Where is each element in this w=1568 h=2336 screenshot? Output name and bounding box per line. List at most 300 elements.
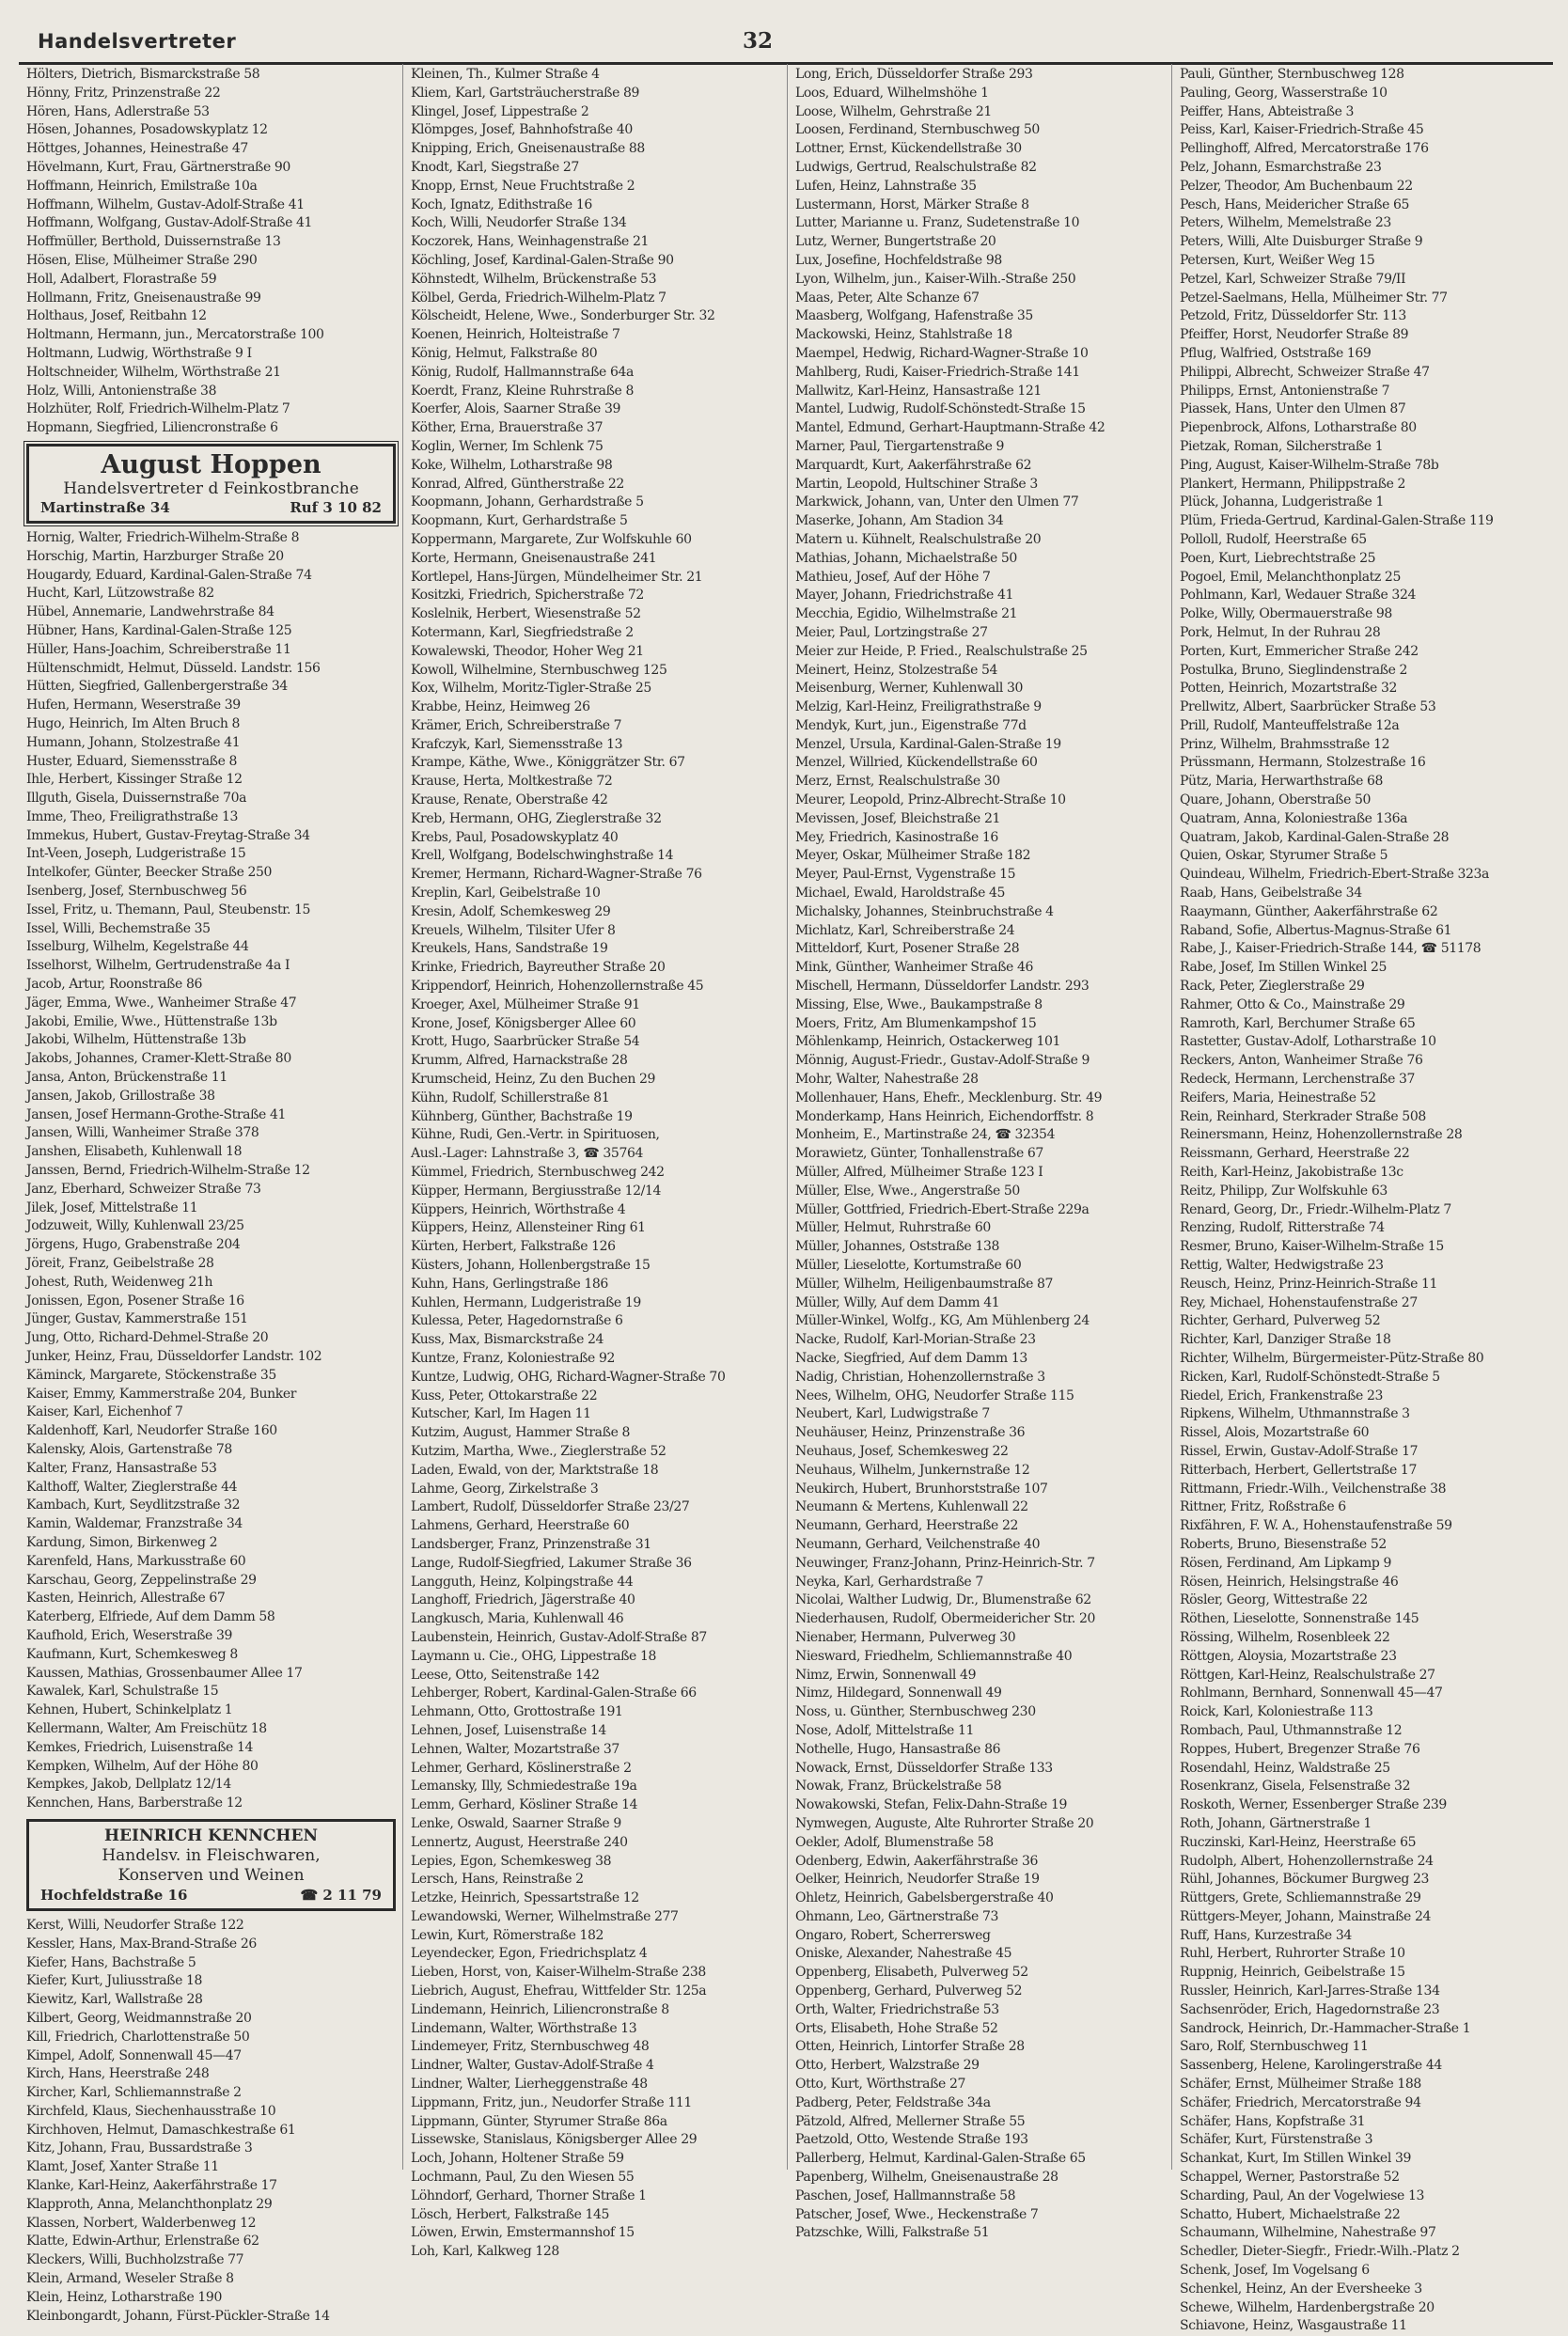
directory-entry: Krebs, Paul, Posadowskyplatz 40 [411,829,619,845]
directory-entry: Holl, Adalbert, Florastraße 59 [26,271,217,287]
directory-entry: Lippmann, Günter, Styrumer Straße 86a [411,2113,667,2129]
directory-entry: Morawietz, Günter, Tonhallenstraße 67 [795,1146,1043,1162]
directory-entry: Krumm, Alfred, Harnackstraße 28 [411,1053,628,1069]
directory-entry: Lösch, Herbert, Falkstraße 145 [411,2206,610,2222]
directory-entry: Kehnen, Hubert, Schinkelplatz 1 [26,1702,233,1718]
ad-heinrich-kennchen [26,1819,396,1911]
directory-entry: Ludwigs, Gertrud, Realschulstraße 82 [795,159,1037,175]
directory-entry: Noss, u. Günther, Sternbuschweg 230 [795,1704,1036,1720]
directory-entry: Hoffmann, Heinrich, Emilstraße 10a [26,178,258,194]
directory-entry: Jung, Otto, Richard-Dehmel-Straße 20 [26,1330,269,1346]
directory-entry: Petzold, Fritz, Düsseldorfer Str. 113 [1180,308,1406,324]
directory-entry: Rittner, Fritz, Roßstraße 6 [1180,1499,1346,1515]
directory-entry: Müller, Willy, Auf dem Damm 41 [795,1294,1000,1310]
directory-entry: Nacke, Siegfried, Auf dem Damm 13 [795,1350,1027,1366]
directory-entry: Ruczinski, Karl-Heinz, Heerstraße 65 [1180,1834,1417,1850]
directory-entry: Mathias, Johann, Michaelstraße 50 [795,550,1017,566]
directory-entry: Philipps, Ernst, Antonienstraße 7 [1180,383,1390,399]
directory-entry: Petzel, Karl, Schweizer Straße 79/II [1180,271,1406,287]
directory-entry: Küsters, Johann, Hollenbergstraße 15 [411,1258,651,1273]
directory-entry: Humann, Johann, Stolzestraße 41 [26,734,241,750]
directory-entry: Kemkes, Friedrich, Luisenstraße 14 [26,1739,253,1755]
directory-entry: Kaiser, Emmy, Kammerstraße 204, Bunker [26,1386,297,1402]
directory-entry: Kroeger, Axel, Mülheimer Straße 91 [411,996,640,1012]
directory-entry: Kaldenhoff, Karl, Neudorfer Straße 160 [26,1423,277,1439]
directory-entry: Jakobs, Johannes, Cramer-Klett-Straße 80 [26,1051,291,1067]
directory-entry: Lewin, Kurt, Römerstraße 182 [411,1927,604,1943]
directory-entry: Hören, Hans, Adlerstraße 53 [26,103,210,119]
directory-entry: Röttgen, Aloysia, Mozartstraße 23 [1180,1648,1397,1664]
directory-entry: Ruppnig, Heinrich, Geibelstraße 15 [1180,1965,1405,1981]
directory-entry: Müller, Wilhelm, Heiligenbaumstraße 87 [795,1276,1054,1292]
directory-entry: Michlatz, Karl, Schreiberstraße 24 [795,922,1015,938]
directory-entry: Prüssmann, Hermann, Stolzestraße 16 [1180,755,1426,771]
directory-entry: Jansa, Anton, Brückenstraße 11 [26,1070,227,1086]
directory-entry: Hölters, Dietrich, Bismarckstraße 58 [26,67,260,82]
directory-entry: Jakobi, Wilhelm, Hüttenstraße 13b [26,1032,246,1048]
directory-entry: Rack, Peter, Zieglerstraße 29 [1180,979,1365,995]
directory-entry: Kulessa, Peter, Hagedornstraße 6 [411,1313,623,1329]
directory-entry: Ruhl, Herbert, Ruhrorter Straße 10 [1180,1946,1405,1962]
directory-entry: Lissewske, Stanislaus, Königsberger Allee 29 [411,2132,698,2148]
directory-entry: Langkusch, Maria, Kuhlenwall 46 [411,1611,624,1627]
directory-entry: Otto, Herbert, Walzstraße 29 [795,2058,980,2074]
directory-entry: Rey, Michael, Hohenstaufenstraße 27 [1180,1294,1418,1310]
directory-entry: Lutter, Marianne u. Franz, Sudetenstraße 10 [795,215,1080,231]
directory-entry: Meisenburg, Werner, Kuhlenwall 30 [795,681,1024,697]
directory-entry: Horschig, Martin, Harzburger Straße 20 [26,548,284,564]
directory-entry: Schaumann, Wilhelmine, Nahestraße 97 [1180,2225,1436,2241]
directory-entry: Markwick, Johann, van, Unter den Ulmen 77 [795,494,1079,510]
directory-entry: Löwen, Erwin, Emstermannshof 15 [411,2225,635,2241]
directory-entry: Saro, Rolf, Sternbuschweg 11 [1180,2039,1369,2055]
directory-entry: Rühl, Johannes, Böckumer Burgweg 23 [1180,1872,1429,1888]
directory-entry: Reissmann, Gerhard, Heerstraße 22 [1180,1146,1410,1162]
directory-entry: Pflug, Walfried, Oststraße 169 [1180,345,1372,361]
directory-entry: Müller-Winkel, Wolfg., KG, Am Mühlenberg 24 [795,1313,1090,1329]
directory-entry: Riedel, Erich, Frankenstraße 23 [1180,1387,1383,1403]
directory-entry: Jünger, Gustav, Kammerstraße 151 [26,1311,248,1327]
directory-entry: Kortlepel, Hans-Jürgen, Mündelheimer Str. 21 [411,569,703,585]
directory-entry: Laymann u. Cie., OHG, Lippestraße 18 [411,1648,657,1664]
directory-entry: Krafczyk, Karl, Siemensstraße 13 [411,736,623,752]
directory-entry: Lindner, Walter, Lierheggenstraße 48 [411,2077,648,2093]
directory-entry: Marner, Paul, Tiergartenstraße 9 [795,438,1005,454]
directory-entry: Neuhäuser, Heinz, Prinzenstraße 36 [795,1425,1026,1441]
directory-entry: Otto, Kurt, Wörthstraße 27 [795,2077,965,2093]
directory-entry: Pohlmann, Karl, Wedauer Straße 324 [1180,588,1416,604]
directory-entry: Peters, Willi, Alte Duisburger Straße 9 [1180,234,1423,250]
directory-entry: Raab, Hans, Geibelstraße 34 [1180,886,1362,901]
directory-entry: Klein, Armand, Weseler Straße 8 [26,2271,234,2287]
directory-entry: Röthen, Lieselotte, Sonnenstraße 145 [1180,1611,1419,1627]
directory-entry: Kaufhold, Erich, Weserstraße 39 [26,1627,232,1643]
directory-entry: Plück, Johanna, Ludgeristraße 1 [1180,494,1384,510]
ad-name: HEINRICH KENNCHEN [103,1826,318,1845]
directory-entry: Konrad, Alfred, Güntherstraße 22 [411,476,624,492]
directory-entry: Peters, Wilhelm, Memelstraße 23 [1180,215,1391,231]
directory-entry: Loosen, Ferdinand, Sternbuschweg 50 [795,122,1040,138]
column-3 [788,64,1172,2241]
directory-entry: Kotermann, Karl, Siegfriedstraße 2 [411,624,634,640]
directory-entry: Hübel, Annemarie, Landwehrstraße 84 [26,604,274,620]
directory-entry: Maempel, Hedwig, Richard-Wagner-Straße 10 [795,345,1089,361]
directory-entry: Kalensky, Alois, Gartenstraße 78 [26,1441,232,1457]
directory-entry: Kilbert, Georg, Weidmannstraße 20 [26,2010,252,2026]
directory-entry: Kreb, Hermann, OHG, Zieglerstraße 32 [411,810,662,826]
directory-entry: Holzhüter, Rolf, Friedrich-Wilhelm-Platz 7 [26,401,290,417]
directory-entry: Piepenbrock, Alfons, Lotharstraße 80 [1180,420,1417,436]
directory-entry: Müller, Else, Wwe., Angerstraße 50 [795,1183,1020,1199]
directory-entry: Kutzim, Martha, Wwe., Zieglerstraße 52 [411,1443,666,1459]
directory-entry: Höttges, Johannes, Heinestraße 47 [26,141,248,157]
directory-entry: Quatram, Jakob, Kardinal-Galen-Straße 28 [1180,829,1450,845]
directory-entry: Hütten, Siegfried, Gallenbergerstraße 34 [26,679,288,695]
directory-entry: Reifers, Maria, Heinestraße 52 [1180,1090,1376,1105]
directory-entry: Raband, Sofie, Albertus-Magnus-Straße 61 [1180,922,1452,938]
directory-entry: Pelzer, Theodor, Am Buchenbaum 22 [1180,178,1413,194]
directory-entry: Melzig, Karl-Heinz, Freiligrathstraße 9 [795,699,1042,715]
directory-entry: Reckers, Anton, Wanheimer Straße 76 [1180,1053,1423,1069]
directory-entry: Krippendorf, Heinrich, Hohenzollernstraße 45 [411,979,704,995]
directory-entry: Rittmann, Friedr.-Wilh., Veilchenstraße 38 [1180,1481,1447,1497]
directory-entry: Kositzki, Friedrich, Spicherstraße 72 [411,588,644,604]
directory-entry: Rixfähren, F. W. A., Hohenstaufenstraße 59 [1180,1518,1452,1534]
directory-entry: Rösler, Georg, Wittestraße 22 [1180,1592,1368,1608]
directory-entry: Kawalek, Karl, Schulstraße 15 [26,1684,219,1700]
directory-columns [19,64,1557,2334]
directory-entry: Mackowski, Heinz, Stahlstraße 18 [795,327,1012,343]
directory-entry: Jansen, Josef Hermann-Grothe-Straße 41 [26,1106,286,1122]
directory-entry: Kiefer, Hans, Bachstraße 5 [26,1954,196,1970]
directory-entry: Kreukels, Hans, Sandstraße 19 [411,941,608,957]
entries-block [26,66,398,438]
directory-entry: Lemm, Gerhard, Kösliner Straße 14 [411,1797,638,1813]
directory-entry: Schäfer, Hans, Kopfstraße 31 [1180,2113,1366,2129]
ad-line: Handelsv. in Fleischwaren, [102,1845,321,1865]
column-4 [1172,64,1557,2334]
directory-entry: Kitz, Johann, Frau, Bussardstraße 3 [26,2140,253,2156]
directory-entry: Rissel, Alois, Mozartstraße 60 [1180,1425,1370,1441]
directory-entry: Hollmann, Fritz, Gneisenaustraße 99 [26,290,261,306]
directory-entry: Roskoth, Werner, Essenberger Straße 239 [1180,1797,1447,1813]
directory-entry: Pietzak, Roman, Silcherstraße 1 [1180,438,1384,454]
directory-entry: Pauli, Günther, Sternbuschweg 128 [1180,67,1404,82]
ad-name: August Hoppen [101,449,321,479]
directory-entry: Monheim, E., Martinstraße 24, ☎ 32354 [795,1127,1056,1143]
directory-entry: Klömpges, Josef, Bahnhofstraße 40 [411,122,633,138]
directory-entry: Intelkofer, Günter, Beecker Straße 250 [26,865,273,881]
directory-entry: Immekus, Hubert, Gustav-Freytag-Straße 34 [26,827,310,843]
directory-entry: Koopmann, Kurt, Gerhardstraße 5 [411,513,628,529]
directory-entry: Rösen, Ferdinand, Am Lipkamp 9 [1180,1555,1391,1571]
directory-entry: Kircher, Karl, Schliemannstraße 2 [26,2085,242,2101]
directory-entry: Roberts, Bruno, Biesenstraße 52 [1180,1536,1387,1552]
directory-entry: Koerdt, Franz, Kleine Ruhrstraße 8 [411,383,634,399]
directory-entry: Ongaro, Robert, Scherrersweg [795,1927,991,1943]
directory-entry: Lyon, Wilhelm, jun., Kaiser-Wilh.-Straße 250 [795,271,1076,287]
directory-entry: Kuntze, Franz, Koloniestraße 92 [411,1350,615,1366]
directory-entry: Sassenberg, Helene, Karolingerstraße 44 [1180,2058,1442,2074]
directory-entry: Rabe, J., Kaiser-Friedrich-Straße 144, ☎ 51178 [1180,941,1482,957]
directory-entry: Kresin, Adolf, Schemkesweg 29 [411,903,611,919]
directory-entry: Löhndorf, Gerhard, Thorner Straße 1 [411,2187,647,2203]
directory-entry: Lehberger, Robert, Kardinal-Galen-Straße 66 [411,1685,697,1701]
directory-entry: Schiavone, Heinz, Wasgaustraße 11 [1180,2318,1407,2334]
directory-entry: Paschen, Josef, Hallmannstraße 58 [795,2187,1016,2203]
directory-entry: Rössing, Wilhelm, Rosenbleek 22 [1180,1629,1390,1645]
directory-entry: Jodzuweit, Willy, Kuhlenwall 23/25 [26,1218,244,1234]
directory-entry: Kennchen, Hans, Barberstraße 12 [26,1795,243,1811]
directory-entry: Rösen, Heinrich, Helsingstraße 46 [1180,1574,1399,1590]
directory-entry: Lindner, Walter, Gustav-Adolf-Straße 4 [411,2058,654,2074]
directory-entry: Imme, Theo, Freiligrathstraße 13 [26,808,238,824]
directory-entry: Krumscheid, Heinz, Zu den Buchen 29 [411,1072,656,1088]
directory-entry: Kirchhoven, Helmut, Damaschkestraße 61 [26,2122,296,2138]
directory-entry: Lahmens, Gerhard, Heerstraße 60 [411,1518,630,1534]
directory-entry: Quien, Oskar, Styrumer Straße 5 [1180,848,1388,864]
directory-entry: Junker, Heinz, Frau, Düsseldorfer Landstr. 102 [26,1349,322,1364]
directory-entry: Schenk, Josef, Im Vogelsang 6 [1180,2263,1370,2279]
directory-entry: Rosenkranz, Gisela, Felsenstraße 32 [1180,1779,1411,1795]
directory-entry: Meyer, Oskar, Mülheimer Straße 182 [795,848,1031,864]
directory-entry: Rüttgers-Meyer, Johann, Mainstraße 24 [1180,1908,1431,1924]
directory-entry: Loos, Eduard, Wilhelmshöhe 1 [795,85,989,101]
directory-entry: Kasten, Heinrich, Allestraße 67 [26,1591,226,1607]
directory-entry: Roth, Johann, Gärtnerstraße 1 [1180,1815,1372,1831]
directory-entry: Ohletz, Heinrich, Gabelsbergerstraße 40 [795,1890,1054,1906]
directory-entry: Renard, Georg, Dr., Friedr.-Wilhelm-Platz 7 [1180,1201,1451,1217]
directory-entry: Martin, Leopold, Hultschiner Straße 3 [795,476,1038,492]
directory-entry: Reith, Karl-Heinz, Jakobistraße 13c [1180,1165,1403,1181]
directory-entry: Sandrock, Heinrich, Dr.-Hammacher-Straße 1 [1180,2020,1471,2036]
directory-entry: Liebrich, August, Ehefrau, Wittfelder Str. 125a [411,1983,707,1999]
directory-entry: Quatram, Anna, Koloniestraße 136a [1180,810,1408,826]
directory-entry: Quare, Johann, Oberstraße 50 [1180,792,1372,808]
directory-entry: Prill, Rudolf, Manteuffelstraße 12a [1180,717,1400,733]
directory-entry: Long, Erich, Düsseldorfer Straße 293 [795,67,1033,82]
directory-entry: Mollenhauer, Hans, Ehefr., Mecklenburg. Str. 49 [795,1090,1103,1105]
directory-entry: Loh, Karl, Kalkweg 128 [411,2244,559,2260]
directory-entry: Krone, Josef, Königsberger Allee 60 [411,1015,636,1031]
directory-entry: Mischell, Hermann, Düsseldorfer Landstr. 293 [795,979,1090,995]
directory-entry: Ihle, Herbert, Kissinger Straße 12 [26,772,243,788]
directory-entry: Janz, Eberhard, Schweizer Straße 73 [26,1181,261,1197]
directory-entry: Otten, Heinrich, Lintorfer Straße 28 [795,2039,1025,2055]
directory-entry: Koppermann, Margarete, Zur Wolfskuhle 60 [411,531,692,547]
directory-entry: Nimz, Hildegard, Sonnenwall 49 [795,1685,1002,1701]
directory-entry: Papenberg, Wilhelm, Gneisenaustraße 28 [795,2170,1058,2186]
directory-entry: Letzke, Heinrich, Spessartstraße 12 [411,1890,639,1906]
directory-entry: Rudolph, Albert, Hohenzollernstraße 24 [1180,1853,1434,1869]
directory-entry: Koglin, Werner, Im Schlenk 75 [411,438,604,454]
directory-entry: Jonissen, Egon, Posener Straße 16 [26,1293,244,1309]
directory-entry: Mahlberg, Rudi, Kaiser-Friedrich-Straße 141 [795,364,1080,380]
directory-entry: Knipping, Erich, Gneisenaustraße 88 [411,141,645,157]
directory-entry: Schappel, Werner, Pastorstraße 52 [1180,2170,1400,2186]
directory-entry: Ping, August, Kaiser-Wilhelm-Straße 78b [1180,457,1439,473]
directory-entry: Schäfer, Kurt, Fürstenstraße 3 [1180,2132,1373,2148]
directory-entry: Krell, Wolfgang, Bodelschwinghstraße 14 [411,848,674,864]
entries-block [26,529,398,1813]
directory-entry: Kox, Wilhelm, Moritz-Tigler-Straße 25 [411,681,651,697]
directory-entry: Lufen, Heinz, Lahnstraße 35 [795,178,977,194]
directory-entry: Kardung, Simon, Birkenweg 2 [26,1534,218,1550]
directory-entry: Michalsky, Johannes, Steinbruchstraße 4 [795,903,1054,919]
directory-entry: Meier zur Heide, P. Fried., Realschulstraße 25 [795,643,1088,659]
directory-entry: Klein, Heinz, Lotharstraße 190 [26,2289,222,2305]
directory-entry: König, Helmut, Falkstraße 80 [411,345,598,361]
directory-entry: Kuhlen, Hermann, Ludgeristraße 19 [411,1294,641,1310]
directory-entry: Schedler, Dieter-Siegfr., Friedr.-Wilh.-Platz 2 [1180,2244,1460,2260]
directory-entry: Jansen, Jakob, Grillostraße 38 [26,1088,215,1104]
directory-entry: Nose, Adolf, Mittelstraße 11 [795,1722,974,1738]
directory-entry: Karschau, Georg, Zeppelinstraße 29 [26,1572,257,1588]
directory-entry: Klingel, Josef, Lippestraße 2 [411,103,589,119]
ad-contact [35,498,387,517]
directory-entry: Rein, Reinhard, Sterkrader Straße 508 [1180,1108,1426,1124]
directory-entry: Neumann, Gerhard, Veilchenstraße 40 [795,1536,1041,1552]
directory-entry: Scharding, Paul, An der Vogelwiese 13 [1180,2187,1424,2203]
directory-entry: Krott, Hugo, Saarbrücker Straße 54 [411,1034,640,1050]
directory-entry: Huster, Eduard, Siemensstraße 8 [26,753,238,769]
directory-entry: Monderkamp, Hans Heinrich, Eichendorffstr. 8 [795,1108,1094,1124]
directory-entry: Kirch, Hans, Heerstraße 248 [26,2066,210,2082]
directory-entry: Kimpel, Adolf, Sonnenwall 45—47 [26,2047,242,2063]
directory-entry: Reusch, Heinz, Prinz-Heinrich-Straße 11 [1180,1276,1438,1292]
directory-entry: Krinke, Friedrich, Bayreuther Straße 20 [411,960,666,976]
directory-entry: Holtmann, Ludwig, Wörthstraße 9 I [26,345,252,361]
directory-entry: Porten, Kurt, Emmericher Straße 242 [1180,643,1419,659]
directory-entry: Roppes, Hubert, Bregenzer Straße 76 [1180,1741,1420,1757]
directory-entry: Holz, Willi, Antonienstraße 38 [26,383,217,399]
directory-entry: Prinz, Wilhelm, Brahmsstraße 12 [1180,736,1390,752]
directory-entry: Lindemeyer, Fritz, Sternbuschweg 48 [411,2039,650,2055]
directory-entry: Klamt, Josef, Xanter Straße 11 [26,2159,219,2175]
directory-entry: Redeck, Hermann, Lerchenstraße 37 [1180,1072,1416,1088]
directory-entry: Jäger, Emma, Wwe., Wanheimer Straße 47 [26,995,297,1011]
directory-entry: Patzschke, Willi, Falkstraße 51 [795,2225,990,2241]
directory-entry: Lennertz, August, Heerstraße 240 [411,1834,628,1850]
directory-entry: Mantel, Ludwig, Rudolf-Schönstedt-Straße 15 [795,401,1086,417]
directory-entry: Karenfeld, Hans, Markusstraße 60 [26,1553,246,1569]
directory-entry: Pütz, Maria, Herwarthstraße 68 [1180,774,1384,790]
directory-entry: Leyendecker, Egon, Friedrichsplatz 4 [411,1946,648,1962]
directory-entry: Polke, Willy, Obermauerstraße 98 [1180,606,1392,622]
directory-entry: Isselhorst, Wilhelm, Gertrudenstraße 4a I [26,958,290,974]
directory-entry: Loose, Wilhelm, Gehrstraße 21 [795,103,992,119]
directory-entry: Orts, Elisabeth, Hohe Straße 52 [795,2020,998,2036]
directory-entry: Lemansky, Illy, Schmiedestraße 19a [411,1779,637,1795]
directory-entry: Poen, Kurt, Liebrechtstraße 25 [1180,550,1376,566]
directory-entry: Janshen, Elisabeth, Kuhlenwall 18 [26,1144,243,1160]
directory-entry: Knodt, Karl, Siegstraße 27 [411,159,579,175]
directory-entry: Mathieu, Josef, Auf der Höhe 7 [795,569,991,585]
directory-entry: Lutz, Werner, Bungertstraße 20 [795,234,996,250]
directory-entry: Kalthoff, Walter, Zieglerstraße 44 [26,1479,238,1495]
directory-entry: Petersen, Kurt, Weißer Weg 15 [1180,252,1375,268]
directory-entry: Maasberg, Wolfgang, Hafenstraße 35 [795,308,1033,324]
directory-entry: Neyka, Karl, Gerhardstraße 7 [795,1574,983,1590]
directory-entry: Kambach, Kurt, Seydlitzstraße 32 [26,1497,241,1513]
directory-entry: Schäfer, Ernst, Mülheimer Straße 188 [1180,2077,1421,2093]
directory-entry: Nymwegen, Auguste, Alte Ruhrorter Straße 20 [795,1815,1094,1831]
directory-entry: Jacob, Artur, Roonstraße 86 [26,977,202,993]
directory-entry: Kühn, Rudolf, Schillerstraße 81 [411,1090,610,1105]
directory-entry: Neukirch, Hubert, Brunhorststraße 107 [795,1481,1048,1497]
directory-entry: Mecchia, Egidio, Wilhelmstraße 21 [795,606,1018,622]
directory-entry: Meier, Paul, Lortzingstraße 27 [795,624,988,640]
directory-entry: Mallwitz, Karl-Heinz, Hansastraße 121 [795,383,1042,399]
directory-entry: Neubert, Karl, Ludwigstraße 7 [795,1406,990,1422]
directory-entry: Int-Veen, Joseph, Ludgeristraße 15 [26,846,246,862]
page-header [19,23,1553,65]
directory-entry: Rahmer, Otto & Co., Mainstraße 29 [1180,996,1405,1012]
directory-entry: Hösen, Johannes, Posadowskyplatz 12 [26,122,268,138]
directory-entry: Nothelle, Hugo, Hansastraße 86 [795,1741,1001,1757]
directory-entry: Lahme, Georg, Zirkelstraße 3 [411,1481,599,1497]
directory-entry: Hucht, Karl, Lützowstraße 82 [26,586,214,602]
directory-entry: Prellwitz, Albert, Saarbrücker Straße 53 [1180,699,1436,715]
directory-entry: Kreplin, Karl, Geibelstraße 10 [411,886,601,901]
directory-entry: Isselburg, Wilhelm, Kegelstraße 44 [26,939,249,955]
directory-entry: Kaufmann, Kurt, Schemkesweg 8 [26,1646,238,1662]
directory-entry: Nees, Wilhelm, OHG, Neudorfer Straße 115 [795,1387,1074,1403]
directory-entry: Küpper, Hermann, Bergiusstraße 12/14 [411,1183,661,1199]
directory-entry: Richter, Gerhard, Pulverweg 52 [1180,1313,1381,1329]
directory-entry: Russler, Heinrich, Karl-Jarres-Straße 134 [1180,1983,1440,1999]
directory-entry: Kuss, Peter, Ottokarstraße 22 [411,1387,598,1403]
directory-entry: Hufen, Hermann, Weserstraße 39 [26,698,241,713]
directory-entry: Roick, Karl, Koloniestraße 113 [1180,1704,1373,1720]
directory-entry: Quindeau, Wilhelm, Friedrich-Ebert-Straße 323a [1180,867,1489,883]
directory-entry: Lambert, Rudolf, Düsseldorfer Straße 23/27 [411,1499,690,1515]
directory-entry: Peiffer, Hans, Abteistraße 3 [1180,103,1355,119]
directory-entry: Krämer, Erich, Schreiberstraße 7 [411,717,622,733]
directory-entry: Jörgens, Hugo, Grabenstraße 204 [26,1237,241,1253]
directory-entry: Meurer, Leopold, Prinz-Albrecht-Straße 10 [795,792,1066,808]
directory-entry: Reinersmann, Heinz, Hohenzollernstraße 28 [1180,1127,1463,1143]
ad-august-hoppen [26,444,396,524]
directory-entry: Maas, Peter, Alte Schanze 67 [795,290,980,306]
directory-entry: Kellermann, Walter, Am Freischütz 18 [26,1720,267,1736]
directory-entry: Hoffmüller, Berthold, Duissernstraße 13 [26,234,281,250]
directory-entry: Matern u. Kühnelt, Realschulstraße 20 [795,531,1042,547]
ad-address: Martinstraße 34 [40,498,170,516]
directory-entry: Neumann, Gerhard, Heerstraße 22 [795,1518,1019,1534]
directory-entry: Lottner, Ernst, Kückendellstraße 30 [795,141,1022,157]
directory-entry: Kowalewski, Theodor, Hoher Weg 21 [411,643,644,659]
directory-entry: Marquardt, Kurt, Aakerfährstraße 62 [795,457,1032,473]
directory-entry: Sachsenröder, Erich, Hagedornstraße 23 [1180,2001,1440,2017]
directory-entry: Laubenstein, Heinrich, Gustav-Adolf-Straße 87 [411,1629,707,1645]
directory-entry: Resmer, Bruno, Kaiser-Wilhelm-Straße 15 [1180,1239,1444,1255]
directory-entry: Hopmann, Siegfried, Liliencronstraße 6 [26,420,278,436]
directory-entry: Schewe, Wilhelm, Hardenbergstraße 20 [1180,2299,1435,2315]
directory-entry: Jansen, Willi, Wanheimer Straße 378 [26,1125,259,1141]
directory-entry: Plankert, Hermann, Philippstraße 2 [1180,476,1406,492]
directory-entry: Neuwinger, Franz-Johann, Prinz-Heinrich-Str. 7 [795,1555,1095,1571]
ad-line: Konserven und Weinen [118,1865,305,1885]
directory-entry: Mink, Günther, Wanheimer Straße 46 [795,960,1033,976]
directory-entry: Ripkens, Wilhelm, Uthmannstraße 3 [1180,1406,1410,1422]
directory-entry: Mitteldorf, Kurt, Posener Straße 28 [795,941,1020,957]
directory-entry: Orth, Walter, Friedrichstraße 53 [795,2001,999,2017]
directory-entry: Mantel, Edmund, Gerhart-Hauptmann-Straße 42 [795,420,1105,436]
directory-entry: Hougardy, Eduard, Kardinal-Galen-Straße 74 [26,567,312,583]
directory-entry: Ricken, Karl, Rudolf-Schönstedt-Straße 5 [1180,1369,1440,1385]
directory-entry: Lehmer, Gerhard, Köslinerstraße 2 [411,1760,632,1776]
